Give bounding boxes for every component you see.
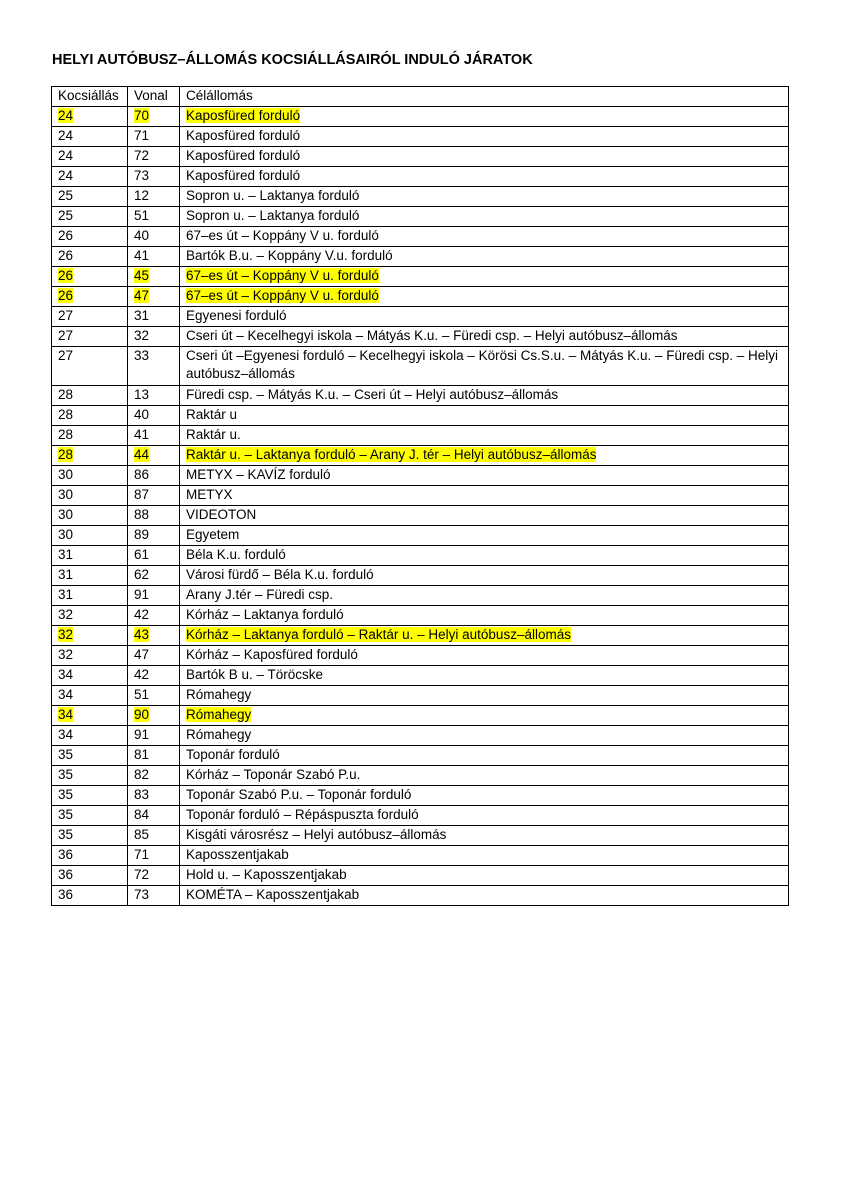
cell-stand bbox=[52, 107, 128, 127]
cell-line bbox=[128, 147, 180, 167]
cell-destination-text: Füredi csp. – Mátyás K.u. – Cseri út – Helyi autóbusz–állomás bbox=[186, 387, 559, 402]
page-title: HELYI AUTÓBUSZ–ÁLLOMÁS KOCSIÁLLÁSAIRÓL INDULÓ JÁRATOK bbox=[52, 52, 533, 68]
cell-line-text: 89 bbox=[134, 527, 150, 542]
table-row bbox=[52, 646, 789, 666]
table-row bbox=[52, 766, 789, 786]
cell-line-text: 42 bbox=[134, 607, 150, 622]
cell-line-text: 73 bbox=[134, 887, 150, 902]
cell-destination bbox=[180, 107, 789, 127]
cell-stand-text: 25 bbox=[58, 188, 74, 203]
cell-line-text: 84 bbox=[134, 807, 150, 822]
cell-destination bbox=[180, 227, 789, 247]
cell-destination bbox=[180, 147, 789, 167]
cell-destination bbox=[180, 127, 789, 147]
cell-stand bbox=[52, 267, 128, 287]
cell-destination bbox=[180, 606, 789, 626]
cell-stand-text: 27 bbox=[58, 308, 74, 323]
cell-destination bbox=[180, 287, 789, 307]
table-row bbox=[52, 826, 789, 846]
table-row bbox=[52, 606, 789, 626]
cell-destination bbox=[180, 566, 789, 586]
cell-destination bbox=[180, 187, 789, 207]
cell-line bbox=[128, 227, 180, 247]
table-row bbox=[52, 686, 789, 706]
cell-destination-text: Sopron u. – Laktanya forduló bbox=[186, 188, 360, 203]
cell-line-text: 72 bbox=[134, 148, 150, 163]
cell-line bbox=[128, 247, 180, 267]
table-row bbox=[52, 746, 789, 766]
cell-destination bbox=[180, 706, 789, 726]
cell-line bbox=[128, 466, 180, 486]
cell-line-text: 32 bbox=[134, 328, 150, 343]
cell-line bbox=[128, 426, 180, 446]
cell-stand-text: 34 bbox=[58, 707, 74, 722]
cell-line-text: 85 bbox=[134, 827, 150, 842]
cell-line-text: 71 bbox=[134, 847, 150, 862]
cell-destination bbox=[180, 886, 789, 906]
cell-line bbox=[128, 406, 180, 426]
cell-destination bbox=[180, 626, 789, 646]
cell-stand bbox=[52, 566, 128, 586]
cell-destination bbox=[180, 267, 789, 287]
cell-stand-text: 28 bbox=[58, 387, 74, 402]
table-row bbox=[52, 207, 789, 227]
cell-destination-text: VIDEOTON bbox=[186, 507, 257, 522]
cell-stand-text: 26 bbox=[58, 228, 74, 243]
cell-line-text: 82 bbox=[134, 767, 150, 782]
cell-destination-text: METYX – KAVÍZ forduló bbox=[186, 467, 331, 482]
cell-destination-text: Rómahegy bbox=[186, 687, 252, 702]
cell-stand bbox=[52, 866, 128, 886]
cell-line-text: 42 bbox=[134, 667, 150, 682]
cell-stand-text: 25 bbox=[58, 208, 74, 223]
cell-destination-text: Kórház – Laktanya forduló bbox=[186, 607, 344, 622]
cell-line bbox=[128, 486, 180, 506]
cell-line-text: 91 bbox=[134, 587, 150, 602]
cell-stand bbox=[52, 147, 128, 167]
cell-destination-text: Kaposfüred forduló bbox=[186, 148, 301, 163]
cell-line-text: 40 bbox=[134, 407, 150, 422]
table-row bbox=[52, 307, 789, 327]
cell-destination-text: Egyetem bbox=[186, 527, 240, 542]
cell-stand bbox=[52, 646, 128, 666]
departure-table bbox=[51, 86, 789, 906]
cell-stand bbox=[52, 327, 128, 347]
cell-destination bbox=[180, 866, 789, 886]
cell-destination-text: METYX bbox=[186, 487, 233, 502]
cell-line bbox=[128, 726, 180, 746]
cell-destination bbox=[180, 546, 789, 566]
cell-stand-text: 26 bbox=[58, 268, 74, 283]
cell-destination bbox=[180, 846, 789, 866]
cell-stand bbox=[52, 766, 128, 786]
cell-destination-text: Sopron u. – Laktanya forduló bbox=[186, 208, 360, 223]
cell-destination bbox=[180, 666, 789, 686]
cell-destination-text: Rómahegy bbox=[186, 727, 252, 742]
header-destination: Célállomás bbox=[180, 87, 789, 107]
cell-destination bbox=[180, 686, 789, 706]
cell-stand-text: 28 bbox=[58, 427, 74, 442]
table-row bbox=[52, 586, 789, 606]
cell-stand bbox=[52, 526, 128, 546]
cell-line-text: 41 bbox=[134, 248, 150, 263]
table-row bbox=[52, 327, 789, 347]
cell-destination-text: Kaposfüred forduló bbox=[186, 108, 301, 123]
cell-line-text: 51 bbox=[134, 687, 150, 702]
table-row bbox=[52, 846, 789, 866]
cell-destination-text: Kórház – Laktanya forduló – Raktár u. – Helyi autóbusz–állomás bbox=[186, 627, 571, 642]
cell-stand bbox=[52, 586, 128, 606]
cell-stand-text: 27 bbox=[58, 328, 74, 343]
cell-stand-text: 35 bbox=[58, 787, 74, 802]
cell-stand-text: 32 bbox=[58, 647, 74, 662]
cell-line-text: 86 bbox=[134, 467, 150, 482]
cell-destination-text: 67–es út – Koppány V u. forduló bbox=[186, 228, 379, 243]
cell-line bbox=[128, 866, 180, 886]
cell-stand bbox=[52, 786, 128, 806]
table-row bbox=[52, 886, 789, 906]
table-row bbox=[52, 706, 789, 726]
cell-stand-text: 34 bbox=[58, 727, 74, 742]
table-row bbox=[52, 566, 789, 586]
header-stand: Kocsiállás bbox=[52, 87, 128, 107]
cell-line-text: 61 bbox=[134, 547, 150, 562]
cell-stand bbox=[52, 706, 128, 726]
cell-line-text: 81 bbox=[134, 747, 150, 762]
cell-stand bbox=[52, 167, 128, 187]
cell-line-text: 12 bbox=[134, 188, 150, 203]
cell-line-text: 73 bbox=[134, 168, 150, 183]
cell-destination bbox=[180, 207, 789, 227]
cell-stand-text: 24 bbox=[58, 168, 74, 183]
table-row bbox=[52, 227, 789, 247]
cell-line-text: 47 bbox=[134, 288, 150, 303]
cell-destination bbox=[180, 806, 789, 826]
cell-line-text: 45 bbox=[134, 268, 150, 283]
cell-line-text: 72 bbox=[134, 867, 150, 882]
table-row bbox=[52, 347, 789, 386]
cell-destination-text: Raktár u. bbox=[186, 427, 241, 442]
cell-destination bbox=[180, 327, 789, 347]
cell-destination-text: Egyenesi forduló bbox=[186, 308, 287, 323]
table-row bbox=[52, 167, 789, 187]
cell-line bbox=[128, 746, 180, 766]
cell-line-text: 91 bbox=[134, 727, 150, 742]
cell-destination bbox=[180, 506, 789, 526]
cell-stand bbox=[52, 307, 128, 327]
cell-line bbox=[128, 766, 180, 786]
table-row bbox=[52, 626, 789, 646]
cell-line bbox=[128, 207, 180, 227]
table-row bbox=[52, 187, 789, 207]
cell-destination-text: Kaposfüred forduló bbox=[186, 128, 301, 143]
cell-stand bbox=[52, 746, 128, 766]
cell-destination-text: Kórház – Kaposfüred forduló bbox=[186, 647, 358, 662]
cell-stand-text: 35 bbox=[58, 767, 74, 782]
cell-stand-text: 28 bbox=[58, 447, 74, 462]
cell-stand-text: 26 bbox=[58, 248, 74, 263]
cell-destination bbox=[180, 426, 789, 446]
cell-stand bbox=[52, 426, 128, 446]
cell-line-text: 31 bbox=[134, 308, 150, 323]
cell-stand bbox=[52, 546, 128, 566]
cell-stand bbox=[52, 227, 128, 247]
cell-line bbox=[128, 706, 180, 726]
cell-destination bbox=[180, 406, 789, 426]
cell-line-text: 47 bbox=[134, 647, 150, 662]
cell-line bbox=[128, 167, 180, 187]
cell-line bbox=[128, 646, 180, 666]
cell-stand-text: 27 bbox=[58, 348, 74, 363]
cell-line bbox=[128, 886, 180, 906]
cell-destination-text: Bartók B u. – Töröcske bbox=[186, 667, 324, 682]
cell-stand bbox=[52, 726, 128, 746]
cell-destination-text: Cseri út –Egyenesi forduló – Kecelhegyi iskola – Körösi Cs.S.u. – Mátyás K.u. – Füredi csp. – Helyi autóbusz–állomás bbox=[186, 348, 779, 381]
cell-stand bbox=[52, 826, 128, 846]
cell-stand-text: 36 bbox=[58, 847, 74, 862]
cell-stand bbox=[52, 486, 128, 506]
cell-stand bbox=[52, 606, 128, 626]
header-line: Vonal bbox=[128, 87, 180, 107]
cell-destination-text: 67–es út – Koppány V u. forduló bbox=[186, 268, 379, 283]
cell-line-text: 40 bbox=[134, 228, 150, 243]
table-row bbox=[52, 466, 789, 486]
cell-destination-text: 67–es út – Koppány V u. forduló bbox=[186, 288, 379, 303]
cell-destination-text: Rómahegy bbox=[186, 707, 252, 722]
cell-destination bbox=[180, 586, 789, 606]
cell-stand-text: 34 bbox=[58, 687, 74, 702]
cell-stand bbox=[52, 287, 128, 307]
cell-line bbox=[128, 327, 180, 347]
cell-stand bbox=[52, 626, 128, 646]
cell-stand bbox=[52, 207, 128, 227]
cell-line bbox=[128, 107, 180, 127]
cell-stand bbox=[52, 127, 128, 147]
cell-line bbox=[128, 347, 180, 386]
cell-destination-text: Arany J.tér – Füredi csp. bbox=[186, 587, 334, 602]
cell-stand-text: 30 bbox=[58, 527, 74, 542]
cell-destination-text: Bartók B.u. – Koppány V.u. forduló bbox=[186, 248, 393, 263]
table-row bbox=[52, 147, 789, 167]
cell-stand-text: 31 bbox=[58, 587, 74, 602]
cell-stand bbox=[52, 247, 128, 267]
cell-line-text: 41 bbox=[134, 427, 150, 442]
cell-stand bbox=[52, 406, 128, 426]
cell-destination bbox=[180, 726, 789, 746]
cell-line bbox=[128, 626, 180, 646]
cell-destination bbox=[180, 486, 789, 506]
cell-line-text: 44 bbox=[134, 447, 150, 462]
table-row bbox=[52, 486, 789, 506]
cell-destination-text: Hold u. – Kaposszentjakab bbox=[186, 867, 347, 882]
cell-stand-text: 32 bbox=[58, 607, 74, 622]
cell-destination bbox=[180, 466, 789, 486]
table-row bbox=[52, 526, 789, 546]
cell-line-text: 83 bbox=[134, 787, 150, 802]
cell-line bbox=[128, 666, 180, 686]
cell-stand-text: 35 bbox=[58, 807, 74, 822]
cell-stand-text: 24 bbox=[58, 128, 74, 143]
cell-destination-text: Toponár Szabó P.u. – Toponár forduló bbox=[186, 787, 412, 802]
cell-stand-text: 36 bbox=[58, 887, 74, 902]
cell-line bbox=[128, 506, 180, 526]
cell-stand bbox=[52, 347, 128, 386]
table-row bbox=[52, 287, 789, 307]
table-row bbox=[52, 726, 789, 746]
cell-destination bbox=[180, 786, 789, 806]
cell-destination-text: Toponár forduló – Répáspuszta forduló bbox=[186, 807, 419, 822]
cell-destination bbox=[180, 746, 789, 766]
cell-stand-text: 26 bbox=[58, 288, 74, 303]
table-row bbox=[52, 406, 789, 426]
cell-stand bbox=[52, 466, 128, 486]
cell-line-text: 90 bbox=[134, 707, 150, 722]
cell-line bbox=[128, 546, 180, 566]
cell-stand-text: 35 bbox=[58, 827, 74, 842]
cell-destination bbox=[180, 347, 789, 386]
cell-line-text: 70 bbox=[134, 108, 150, 123]
cell-stand-text: 30 bbox=[58, 507, 74, 522]
cell-line bbox=[128, 786, 180, 806]
cell-destination bbox=[180, 307, 789, 327]
cell-destination-text: Kórház – Toponár Szabó P.u. bbox=[186, 767, 361, 782]
table-row bbox=[52, 426, 789, 446]
table-row bbox=[52, 107, 789, 127]
cell-line bbox=[128, 187, 180, 207]
cell-stand bbox=[52, 806, 128, 826]
cell-line bbox=[128, 606, 180, 626]
table-row bbox=[52, 267, 789, 287]
table-row bbox=[52, 506, 789, 526]
cell-stand-text: 30 bbox=[58, 487, 74, 502]
cell-stand-text: 34 bbox=[58, 667, 74, 682]
table-row bbox=[52, 866, 789, 886]
cell-line-text: 51 bbox=[134, 208, 150, 223]
cell-line bbox=[128, 127, 180, 147]
cell-stand bbox=[52, 446, 128, 466]
cell-destination-text: Cseri út – Kecelhegyi iskola – Mátyás K.u. – Füredi csp. – Helyi autóbusz–állomás bbox=[186, 328, 678, 343]
cell-stand bbox=[52, 386, 128, 406]
cell-line-text: 43 bbox=[134, 627, 150, 642]
table-row bbox=[52, 806, 789, 826]
cell-stand-text: 24 bbox=[58, 108, 74, 123]
table-row bbox=[52, 446, 789, 466]
cell-line-text: 33 bbox=[134, 348, 150, 363]
cell-line-text: 88 bbox=[134, 507, 150, 522]
cell-stand-text: 31 bbox=[58, 547, 74, 562]
cell-line bbox=[128, 307, 180, 327]
table-row bbox=[52, 247, 789, 267]
cell-destination bbox=[180, 526, 789, 546]
cell-line bbox=[128, 826, 180, 846]
cell-destination-text: Raktár u bbox=[186, 407, 238, 422]
table-row bbox=[52, 666, 789, 686]
cell-stand-text: 36 bbox=[58, 867, 74, 882]
cell-line bbox=[128, 566, 180, 586]
cell-destination-text: Kaposfüred forduló bbox=[186, 168, 301, 183]
cell-line-text: 13 bbox=[134, 387, 150, 402]
table-header-row bbox=[52, 87, 789, 107]
cell-stand bbox=[52, 886, 128, 906]
cell-line-text: 87 bbox=[134, 487, 150, 502]
table-row bbox=[52, 127, 789, 147]
cell-destination bbox=[180, 826, 789, 846]
cell-destination-text: Kaposszentjakab bbox=[186, 847, 289, 862]
cell-stand-text: 32 bbox=[58, 627, 74, 642]
cell-stand-text: 35 bbox=[58, 747, 74, 762]
cell-destination-text: KOMÉTA – Kaposszentjakab bbox=[186, 887, 360, 902]
cell-line-text: 62 bbox=[134, 567, 150, 582]
table-row bbox=[52, 386, 789, 406]
cell-line bbox=[128, 806, 180, 826]
cell-destination bbox=[180, 646, 789, 666]
cell-destination-text: Raktár u. – Laktanya forduló – Arany J. tér – Helyi autóbusz–állomás bbox=[186, 447, 597, 462]
cell-line bbox=[128, 446, 180, 466]
cell-stand bbox=[52, 666, 128, 686]
cell-destination-text: Béla K.u. forduló bbox=[186, 547, 286, 562]
cell-stand bbox=[52, 686, 128, 706]
cell-destination-text: Kisgáti városrész – Helyi autóbusz–állomás bbox=[186, 827, 447, 842]
cell-stand-text: 31 bbox=[58, 567, 74, 582]
cell-stand-text: 24 bbox=[58, 148, 74, 163]
cell-destination bbox=[180, 766, 789, 786]
cell-destination-text: Toponár forduló bbox=[186, 747, 280, 762]
cell-stand-text: 30 bbox=[58, 467, 74, 482]
cell-stand bbox=[52, 846, 128, 866]
cell-destination bbox=[180, 247, 789, 267]
cell-stand-text: 28 bbox=[58, 407, 74, 422]
cell-destination bbox=[180, 386, 789, 406]
cell-line bbox=[128, 686, 180, 706]
cell-destination-text: Városi fürdő – Béla K.u. forduló bbox=[186, 567, 374, 582]
cell-line bbox=[128, 586, 180, 606]
table-row bbox=[52, 546, 789, 566]
cell-line bbox=[128, 267, 180, 287]
cell-line bbox=[128, 846, 180, 866]
cell-line bbox=[128, 287, 180, 307]
cell-destination bbox=[180, 446, 789, 466]
cell-line bbox=[128, 526, 180, 546]
cell-destination bbox=[180, 167, 789, 187]
cell-line-text: 71 bbox=[134, 128, 150, 143]
cell-stand bbox=[52, 187, 128, 207]
cell-stand bbox=[52, 506, 128, 526]
table-row bbox=[52, 786, 789, 806]
cell-line bbox=[128, 386, 180, 406]
